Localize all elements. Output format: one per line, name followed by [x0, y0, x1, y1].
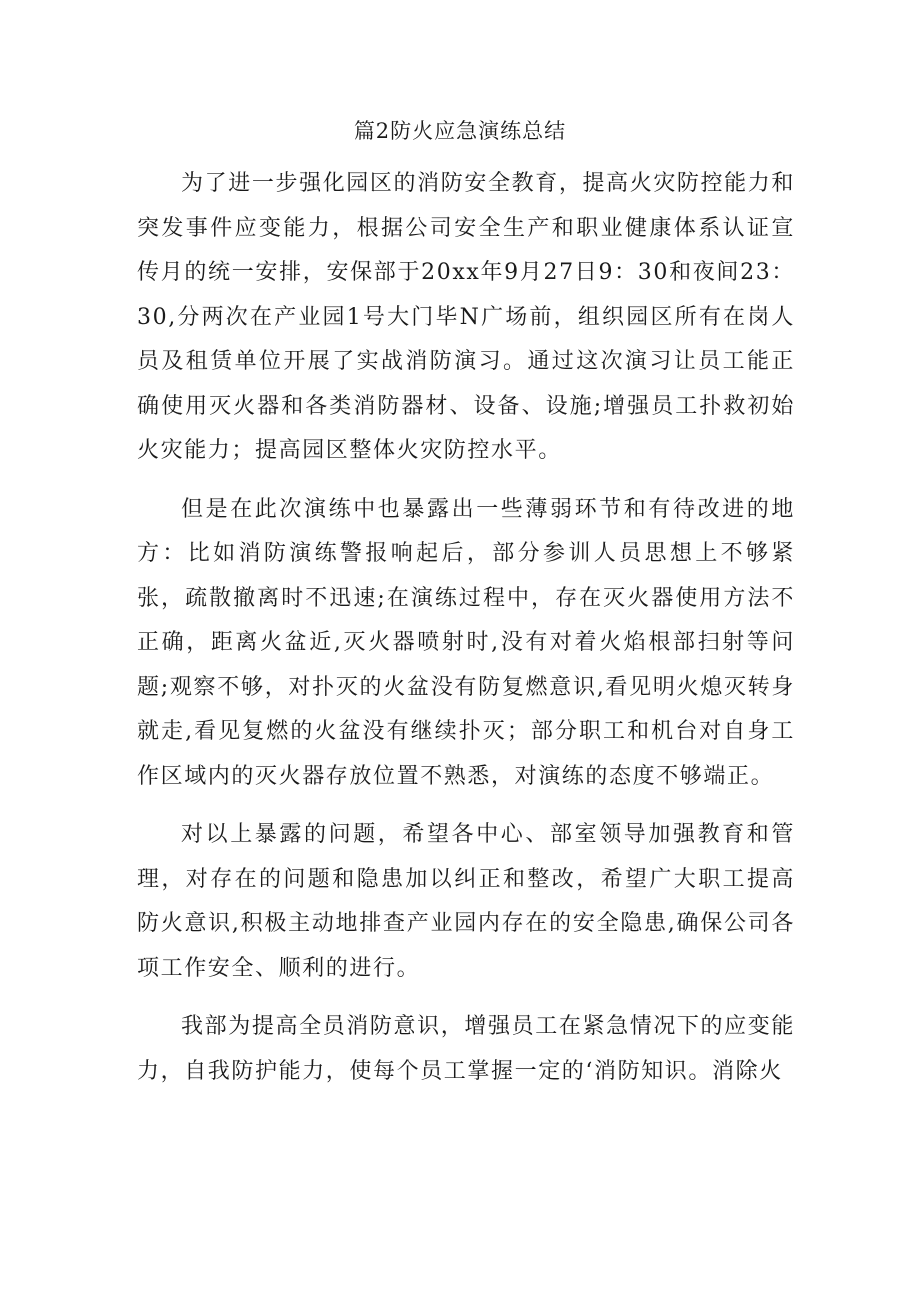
paragraph-3: 对以上暴露的问题，希望各中心、部室领导加强教育和管理，对存在的问题和隐患加以纠正和整改，希望广大职工提高防火意识,积极主动地排查产业园内存在的安全隐患,确保公司各项工作安全、顺利的进行。	[137, 822, 795, 981]
document-title: 篇2防火应急演练总结	[353, 119, 567, 143]
paragraph-1: 为了进一步强化园区的消防安全教育，提高火灾防控能力和突发事件应变能力，根据公司安全生产和职业健康体系认证宣传月的统一安排，安保部于20xx年9月27日9：30和夜间23：30,分两次在产业园1号大门毕N广场前，组织园区所有在岗人员及租赁单位开展了实战消防演习。通过这次演习让员工能正确使用灭火器和各类消防器材、设备、设施;增强员工扑救初始火灾能力；提高园区整体火灾防控水平。	[137, 171, 795, 463]
paragraph-2: 但是在此次演练中也暴露出一些薄弱环节和有待改进的地方：比如消防演练警报响起后，部分参训人员思想上不够紧张，疏散撤离时不迅速;在演练过程中，存在灭火器使用方法不正确，距离火盆近,灭火器喷射时,没有对着火焰根部扫射等问题;观察不够，对扑灭的火盆没有防复燃意识,看见明火熄灭转身就走,看见复燃的火盆没有继续扑灭；部分职工和机台对自身工作区域内的灭火器存放位置不熟悉，对演练的态度不够端正。	[137, 496, 795, 789]
paragraph-4: 我部为提高全员消防意识，增强员工在紧急情况下的应变能力，自我防护能力，使每个员工掌握一定的‘消防知识。消除火	[137, 1014, 795, 1084]
document-body	[137, 162, 795, 1108]
